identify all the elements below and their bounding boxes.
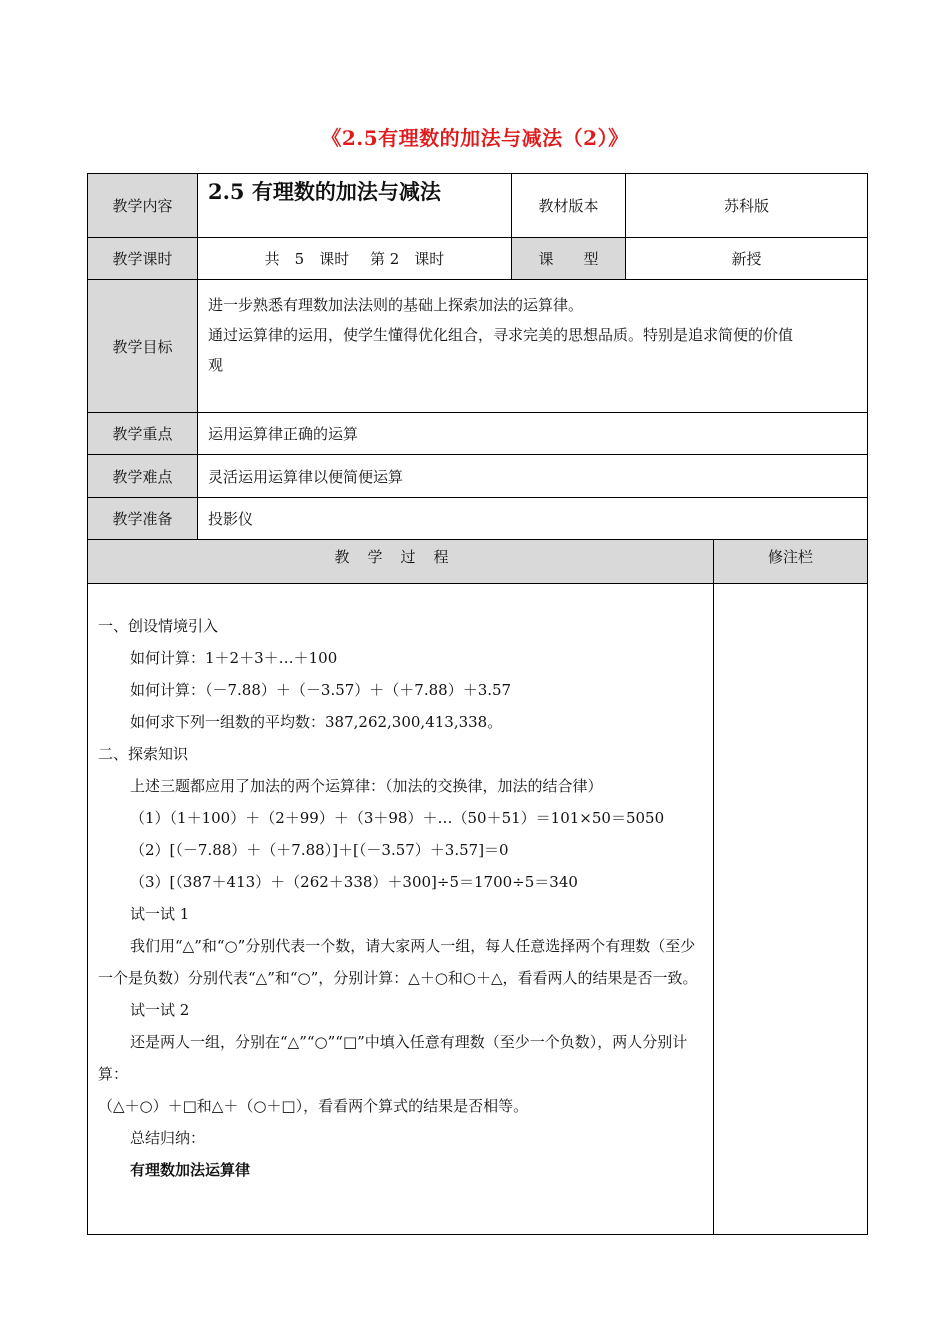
difficulty-label: 教学难点 xyxy=(88,455,198,498)
edition-value: 苏科版 xyxy=(626,174,868,238)
content-label: 教学内容 xyxy=(88,174,198,238)
notes-column xyxy=(714,584,868,1235)
try-heading: 试一试 2 xyxy=(130,1001,190,1019)
answer-line: （3）[（387＋413）＋（262＋338）＋300]÷5＝1700÷5＝340 xyxy=(130,873,578,891)
section-heading: 一、创设情境引入 xyxy=(98,617,219,635)
summary-line: 总结归纳： xyxy=(130,1129,206,1147)
goal-line: 观 xyxy=(208,356,224,374)
goal-line: 通过运算律的运用，使学生懂得优化组合，寻求完美的思想品质。特别是追求简便的价值 xyxy=(208,326,794,344)
formula-line: （△＋○）＋□和△＋（○＋□），看看两个算式的结果是否相等。 xyxy=(98,1097,529,1115)
hours-total: 共 5 课时 xyxy=(264,250,350,268)
try-heading: 试一试 1 xyxy=(130,905,190,923)
process-header xyxy=(88,540,714,584)
answer-line: （2）[（－7.88）＋（＋7.88）]＋[（－3.57）＋3.57]＝0 xyxy=(130,841,509,859)
content-value-cell xyxy=(198,174,512,238)
type-label: 课 型 xyxy=(512,238,626,280)
goal-label: 教学目标 xyxy=(88,280,198,413)
hours-value xyxy=(198,238,512,280)
question-line: 如何计算：1＋2＋3＋…＋100 xyxy=(130,649,338,667)
edition-label: 教材版本 xyxy=(512,174,626,238)
process-body xyxy=(88,584,714,1235)
law-title: 有理数加法运算律 xyxy=(130,1161,251,1179)
try-paragraph: 还是两人一组，分别在“△”“○”“□”中填入任意有理数（至少一个负数），两人分别计算： xyxy=(98,1033,688,1083)
content-value: 2.5 有理数的加法与减法 xyxy=(208,179,441,204)
question-line: 如何求下列一组数的平均数：387,262,300,413,338。 xyxy=(130,713,503,731)
key-value: 运用运算律正确的运算 xyxy=(198,413,868,455)
section-heading: 二、探索知识 xyxy=(98,745,189,763)
process-header-text: 教学过程 xyxy=(334,548,467,566)
answer-line: （1）（1＋100）＋（2＋99）＋（3＋98）＋…（50＋51）＝101×50＝5050 xyxy=(130,809,665,827)
difficulty-value: 灵活运用运算律以便简便运算 xyxy=(198,455,868,498)
lesson-plan-table xyxy=(87,173,867,1235)
prep-label: 教学准备 xyxy=(88,498,198,540)
goal-cell xyxy=(198,280,868,413)
document-title: 《2.5有理数的加法与减法（2）》 xyxy=(321,126,629,150)
goal-line: 进一步熟悉有理数加法法则的基础上探索加法的运算律。 xyxy=(208,296,584,314)
notes-header: 修注栏 xyxy=(714,540,868,584)
key-label: 教学重点 xyxy=(88,413,198,455)
try-paragraph: 我们用“△”和“○”分别代表一个数，请大家两人一组，每人任意选择两个有理数（至少一个是负数）分别代表“△”和“○”，分别计算：△＋○和○＋△，看看两人的结果是否一致。 xyxy=(98,937,698,987)
text-line: 上述三题都应用了加法的两个运算律：（加法的交换律，加法的结合律） xyxy=(130,777,603,795)
hours-current: 第 2 课时 xyxy=(370,250,445,268)
type-value: 新授 xyxy=(626,238,868,280)
question-line: 如何计算：（－7.88）＋（－3.57）＋（＋7.88）＋3.57 xyxy=(130,681,512,699)
prep-value: 投影仪 xyxy=(198,498,868,540)
hours-label: 教学课时 xyxy=(88,238,198,280)
